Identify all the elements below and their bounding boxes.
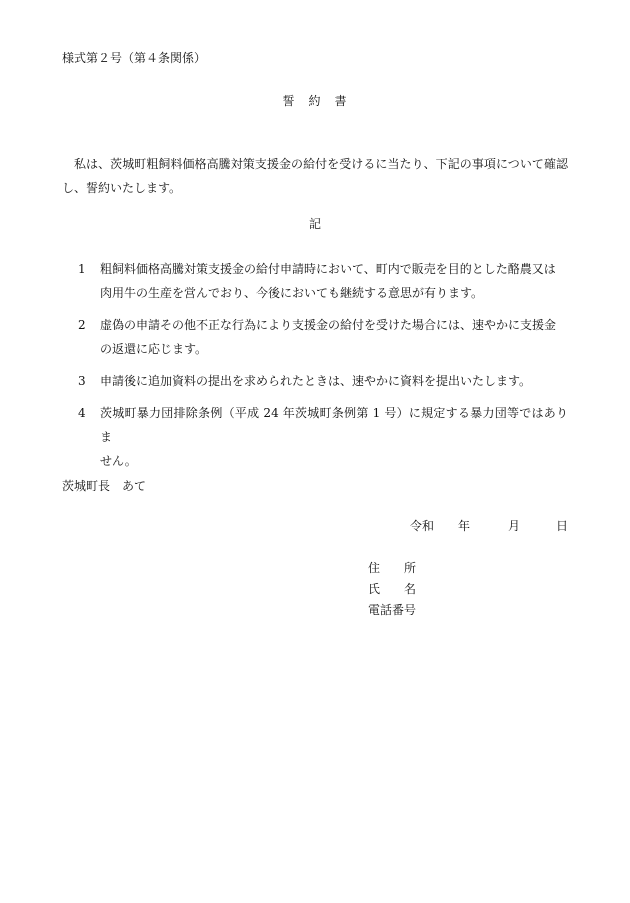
pledge-item (62, 313, 568, 361)
item-text-line1: 申請後に追加資料の提出を求められたときは、速やかに資料を提出いたします。 (100, 374, 532, 388)
document-title: 誓 約 書 (282, 94, 348, 108)
item-text-line2: 肉用牛の生産を営んでおり、今後においても継続する意思が有ります。 (100, 286, 484, 300)
date-era: 令和 (410, 519, 435, 533)
phone-label: 電話番号 (368, 603, 417, 617)
pledge-item (62, 401, 568, 473)
item-number: 4 (78, 406, 86, 420)
addressee: 茨城町長 あて (62, 479, 147, 493)
form-number: 様式第２号（第４条関係） (62, 51, 207, 65)
name-label-b: 名 (404, 582, 417, 596)
item-number: 1 (78, 262, 86, 276)
date-month: 月 (508, 519, 521, 533)
item-text-line1: 茨城町暴力団排除条例（平成 24 年茨城町条例第 1 号）に規定する暴力団等ではありま (100, 406, 568, 444)
pledge-item (62, 257, 568, 305)
pledge-item (62, 369, 568, 393)
name-label-a: 氏 (368, 582, 381, 596)
item-text-line1: 粗飼料価格高騰対策支援金の給付申請時において、町内で販売を目的とした酪農又は (100, 262, 556, 276)
date-line (0, 518, 630, 534)
item-text-line2: の返還に応じます。 (100, 342, 208, 356)
item-number: 3 (78, 374, 86, 388)
pledge-items (62, 257, 568, 481)
item-text-line2: せん。 (100, 454, 137, 468)
date-day: 日 (556, 519, 569, 533)
address-label-a: 住 (368, 561, 381, 575)
item-number: 2 (78, 318, 86, 332)
item-text-line1: 虚偽の申請その他不正な行為により支援金の給付を受けた場合には、速やかに支援金 (100, 318, 557, 332)
intro-paragraph: 私は、茨城町粗飼料価格高騰対策支援金の給付を受けるに当たり、下記の事項について確認し、誓約いたします。 (62, 157, 568, 195)
address-label-b: 所 (404, 561, 417, 575)
date-year: 年 (458, 519, 471, 533)
ki-heading: 記 (308, 217, 321, 231)
